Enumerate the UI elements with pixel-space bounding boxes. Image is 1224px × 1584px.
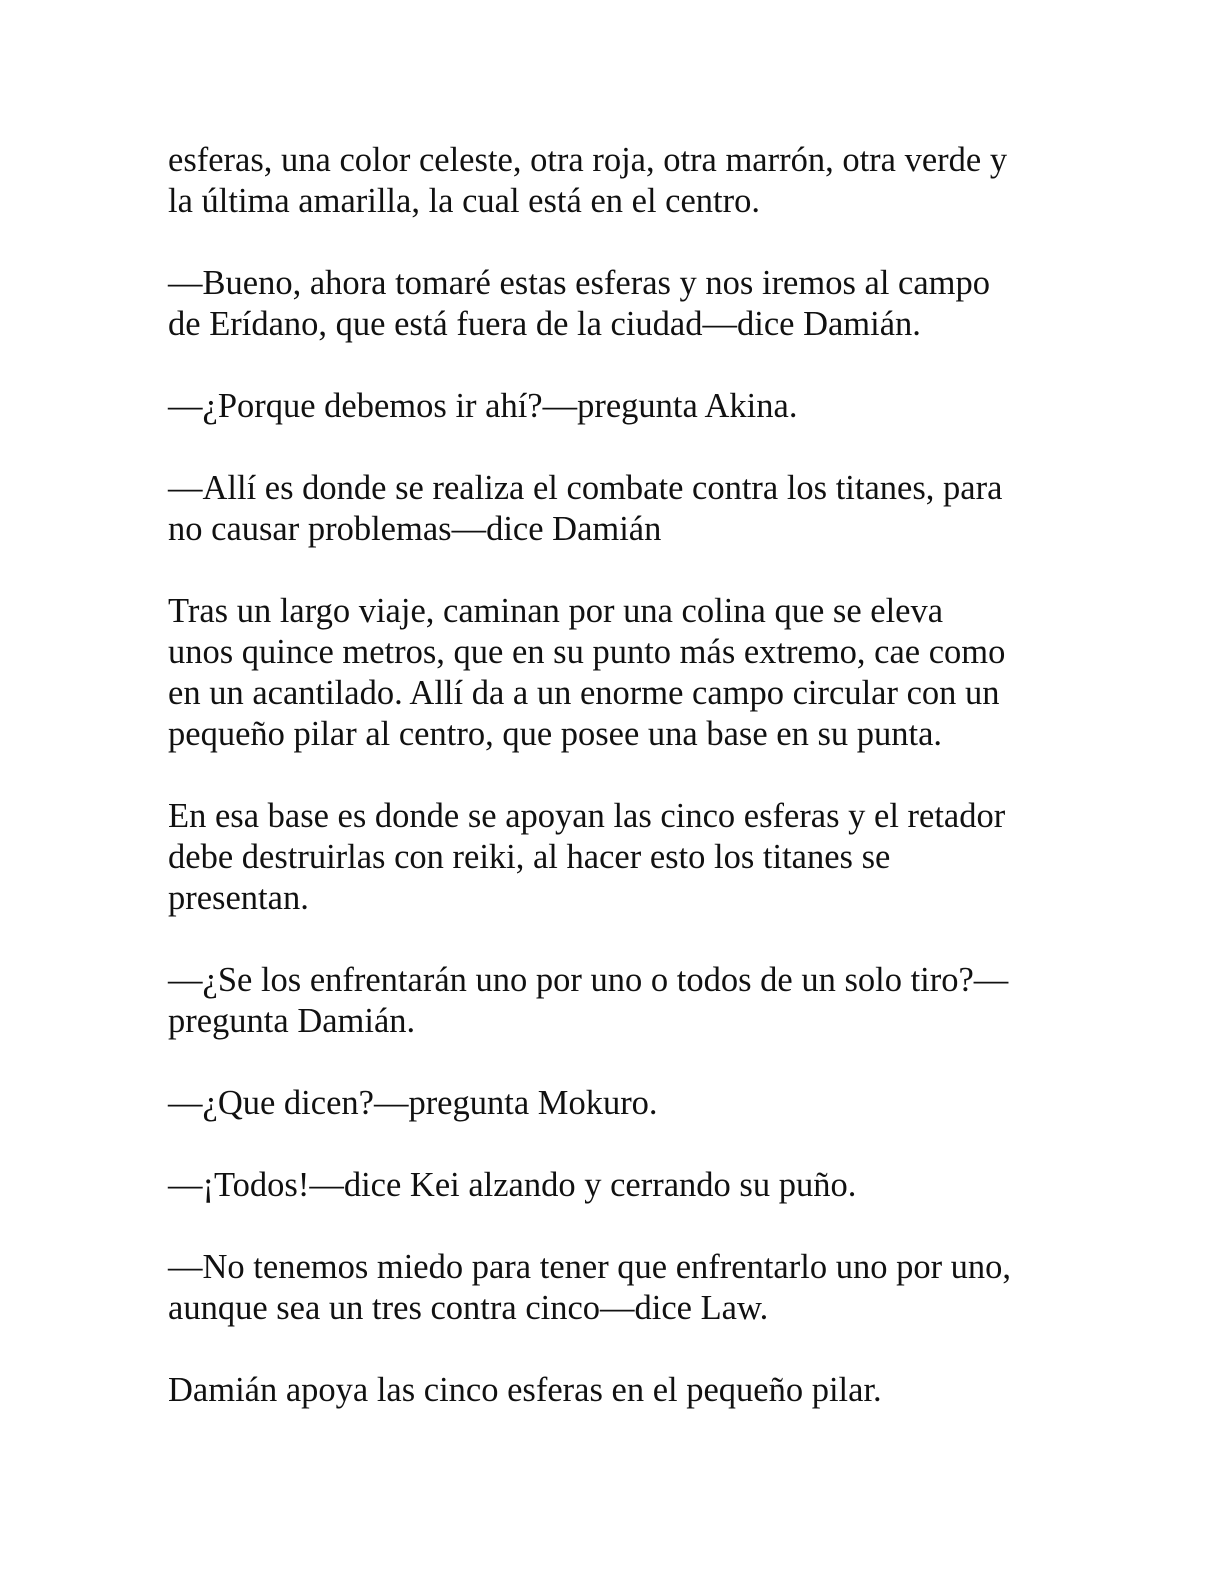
text-line: la última amarilla, la cual está en el centro.	[168, 182, 760, 220]
text-line: En esa base es donde se apoyan las cinco esferas y el retador	[168, 797, 1006, 835]
paragraph-2	[168, 263, 1068, 345]
paragraph-11	[168, 1370, 1068, 1411]
text-line: —¿Se los enfrentarán uno por uno o todos de un solo tiro?—	[168, 961, 1009, 999]
text-line: —Allí es donde se realiza el combate contra los titanes, para	[168, 469, 1003, 507]
text-line: pequeño pilar al centro, que posee una base en su punta.	[168, 715, 943, 753]
text-line: aunque sea un tres contra cinco—dice Law.	[168, 1289, 769, 1327]
paragraph-8	[168, 1083, 1068, 1124]
text-line: pregunta Damián.	[168, 1002, 416, 1040]
text-line: —¡Todos!—dice Kei alzando y cerrando su puño.	[168, 1166, 857, 1204]
text-line: —Bueno, ahora tomaré estas esferas y nos iremos al campo	[168, 264, 990, 302]
paragraph-4	[168, 468, 1068, 550]
text-line: —No tenemos miedo para tener que enfrentarlo uno por uno,	[168, 1248, 1012, 1286]
text-line: de Erídano, que está fuera de la ciudad—dice Damián.	[168, 305, 921, 343]
paragraph-1	[168, 140, 1068, 222]
text-line: debe destruirlas con reiki, al hacer esto los titanes se	[168, 838, 891, 876]
body-text	[168, 140, 1068, 1452]
text-line: presentan.	[168, 879, 309, 917]
text-line: esferas, una color celeste, otra roja, otra marrón, otra verde y	[168, 141, 1008, 179]
paragraph-10	[168, 1247, 1068, 1329]
text-line: —¿Porque debemos ir ahí?—pregunta Akina.	[168, 387, 798, 425]
text-line: —¿Que dicen?—pregunta Mokuro.	[168, 1084, 658, 1122]
paragraph-6	[168, 796, 1068, 919]
paragraph-9	[168, 1165, 1068, 1206]
text-line: no causar problemas—dice Damián	[168, 510, 662, 548]
paragraph-3	[168, 386, 1068, 427]
text-line: en un acantilado. Allí da a un enorme campo circular con un	[168, 674, 1000, 712]
text-line: unos quince metros, que en su punto más extremo, cae como	[168, 633, 1006, 671]
text-line: Tras un largo viaje, caminan por una colina que se eleva	[168, 592, 944, 630]
paragraph-5	[168, 591, 1068, 755]
paragraph-7	[168, 960, 1068, 1042]
text-line: Damián apoya las cinco esferas en el pequeño pilar.	[168, 1371, 882, 1409]
